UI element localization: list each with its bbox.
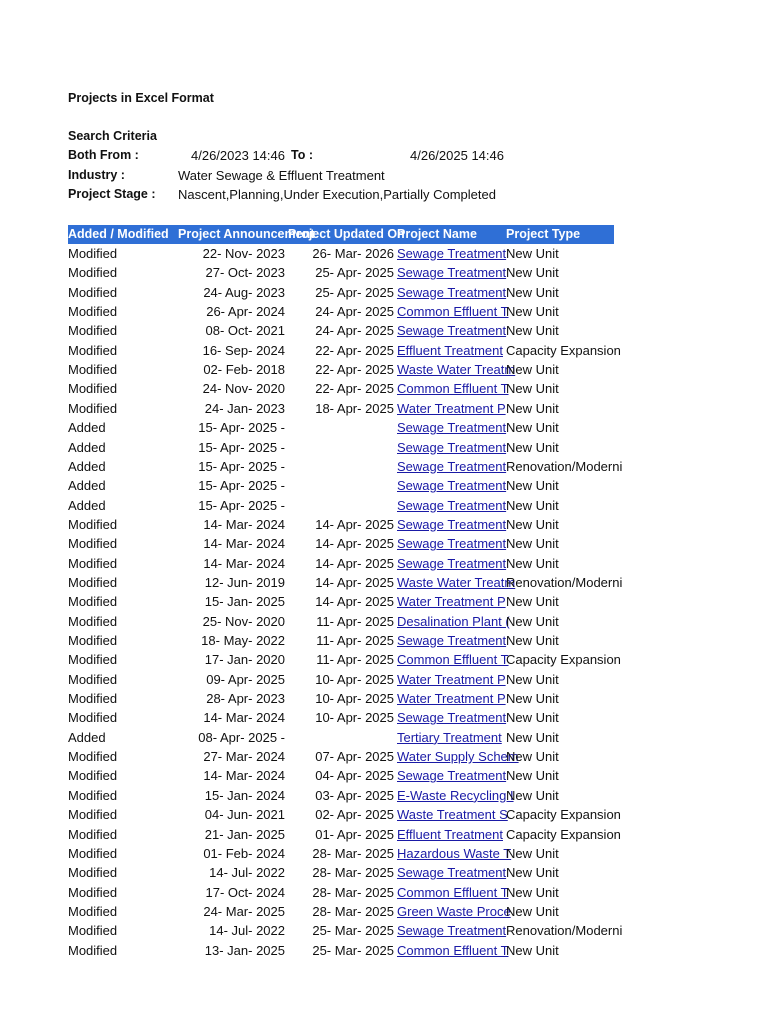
status-cell: Modified [68,400,118,416]
status-cell: Added [68,729,106,745]
table-row [68,263,614,282]
announcement-date-cell: 15- Jan- 2025 [204,594,285,610]
table-row [68,631,614,650]
both-from-label: Both From : [68,148,139,162]
project-type-cell: New Unit [506,613,559,629]
project-type-cell: New Unit [506,865,559,881]
project-type-cell: New Unit [506,439,559,455]
table-row [68,825,621,844]
announcement-date-cell: 01- Feb- 2024 [203,845,285,861]
project-type-cell: New Unit [506,381,559,397]
updated-date-cell: 25- Apr- 2025 [315,284,394,300]
status-cell: Modified [68,574,118,590]
project-name-link[interactable]: Water Supply Schem [397,749,519,765]
table-row [68,844,614,863]
project-name-link[interactable]: Waste Water Treatm [397,574,516,590]
project-type-cell: Renovation/Moderni [506,923,623,939]
table-row [68,283,614,302]
project-type-cell: New Unit [506,942,559,958]
updated-date-cell: 07- Apr- 2025 [315,749,394,765]
project-name-link[interactable]: Sewage Treatment [397,555,507,571]
updated-date-cell: 11- Apr- 2025 [316,613,394,629]
search-criteria-heading: Search Criteria [68,129,157,143]
table-row [68,573,623,592]
announcement-date-cell: 15- Apr- 2025 - [198,420,285,436]
table-row [68,786,614,805]
announcement-date-cell: 24- Nov- 2020 [202,381,285,397]
updated-date-cell [288,418,397,437]
project-name-link[interactable]: Sewage Treatment [397,768,507,784]
project-name-link[interactable]: Effluent Treatment [397,826,503,842]
project-type-cell: New Unit [506,265,559,281]
status-cell: Modified [68,787,118,803]
announcement-date-cell: 04- Jun- 2021 [204,807,285,823]
page-title: Projects in Excel Format [68,91,214,105]
announcement-date-cell: 22- Nov- 2023 [202,246,285,261]
project-name-link[interactable]: Water Treatment P [397,671,506,687]
table-row [68,379,614,398]
updated-date-cell: 01- Apr- 2025 [315,826,394,842]
announcement-date-cell: 15- Apr- 2025 - [198,497,285,513]
project-name-link[interactable]: Waste Treatment S [397,807,508,823]
updated-date-cell: 24- Apr- 2025 [315,323,394,339]
status-cell: Modified [68,246,118,261]
project-name-link[interactable]: Common Effluent T [397,304,509,320]
table-row [68,302,614,321]
announcement-date-cell: 17- Jan- 2020 [204,652,285,668]
table-row [68,805,621,824]
status-cell: Modified [68,691,118,707]
project-name-link[interactable]: Green Waste Proce [397,903,511,919]
project-name-link[interactable]: Water Treatment P [397,594,506,610]
table-row [68,476,614,495]
announcement-date-cell: 14- Mar- 2024 [203,768,285,784]
table-row [68,321,614,340]
announcement-date-cell: 26- Apr- 2024 [206,304,285,320]
project-type-cell: New Unit [506,362,559,378]
to-value: 4/26/2025 14:46 [410,148,504,163]
announcement-date-cell: 27- Mar- 2024 [203,749,285,765]
project-type-cell: Capacity Expansion [506,807,621,823]
table-row [68,592,614,611]
announcement-date-cell: 15- Apr- 2025 - [198,439,285,455]
project-name-link[interactable]: Sewage Treatment [397,246,507,261]
updated-date-cell: 26- Mar- 2026 [312,246,394,261]
table-row [68,496,614,515]
updated-date-cell: 14- Apr- 2025 [315,555,394,571]
updated-date-cell: 18- Apr- 2025 [315,400,394,416]
project-type-cell: Capacity Expansion [506,342,621,358]
announcement-date-cell: 28- Apr- 2023 [206,691,285,707]
table-row [68,883,614,902]
project-name-link[interactable]: Water Treatment P [397,691,506,707]
project-type-cell: New Unit [506,497,559,513]
status-cell: Modified [68,536,118,552]
status-cell: Modified [68,845,118,861]
project-name-link[interactable]: Sewage Treatment [397,710,507,726]
status-cell: Modified [68,903,118,919]
project-type-cell: Capacity Expansion [506,652,621,668]
project-type-cell: New Unit [506,304,559,320]
announcement-date-cell: 08- Apr- 2025 - [198,729,285,745]
updated-date-cell: 28- Mar- 2025 [312,884,394,900]
announcement-date-cell: 14- Mar- 2024 [203,710,285,726]
announcement-date-cell: 21- Jan- 2025 [204,826,285,842]
project-type-cell: New Unit [506,691,559,707]
updated-date-cell: 25- Mar- 2025 [312,942,394,958]
table-row [68,747,614,766]
updated-date-cell: 11- Apr- 2025 [316,633,394,648]
status-cell: Modified [68,594,118,610]
project-name-link[interactable]: Desalination Plant ( [397,613,510,629]
status-cell: Modified [68,323,118,339]
table-header [68,225,614,244]
table-row [68,708,614,727]
header-project-type[interactable]: Project Type [506,227,581,241]
project-name-link[interactable]: Common Effluent T [397,884,509,900]
table-row [68,670,614,689]
project-type-cell: New Unit [506,400,559,416]
table-row [68,418,614,437]
project-type-cell: New Unit [506,671,559,687]
updated-date-cell [288,496,397,515]
table-row [68,534,614,553]
status-cell: Modified [68,284,118,300]
announcement-date-cell: 14- Jul- 2022 [209,865,285,881]
project-type-cell: New Unit [506,710,559,726]
status-cell: Modified [68,768,118,784]
updated-date-cell: 14- Apr- 2025 [315,594,394,610]
project-name-link[interactable]: Sewage Treatment [397,478,507,494]
status-cell: Modified [68,342,118,358]
header-project-name[interactable]: Project Name [397,227,477,241]
table-row [68,689,614,708]
announcement-date-cell: 15- Apr- 2025 - [198,478,285,494]
table-row [68,554,614,573]
project-name-link[interactable]: Sewage Treatment [397,865,507,881]
announcement-date-cell: 24- Jan- 2023 [204,400,285,416]
updated-date-cell: 10- Apr- 2025 [315,710,394,726]
status-cell: Modified [68,362,118,378]
project-name-link[interactable]: Sewage Treatment [397,633,507,648]
project-type-cell: New Unit [506,594,559,610]
project-type-cell: New Unit [506,555,559,571]
project-name-link[interactable]: Common Effluent T [397,942,509,958]
updated-date-cell [288,438,397,457]
updated-date-cell [288,457,397,476]
table-row [68,902,614,921]
project-type-cell: New Unit [506,323,559,339]
status-cell: Modified [68,826,118,842]
status-cell: Modified [68,555,118,571]
announcement-date-cell: 27- Oct- 2023 [205,265,285,281]
table-row [68,360,614,379]
project-name-link[interactable]: Sewage Treatment [397,923,507,939]
project-type-cell: New Unit [506,420,559,436]
announcement-date-cell: 15- Jan- 2024 [204,787,285,803]
status-cell: Added [68,458,106,474]
announcement-date-cell: 25- Nov- 2020 [202,613,285,629]
project-type-cell: New Unit [506,729,559,745]
updated-date-cell: 24- Apr- 2025 [315,304,394,320]
project-name-link[interactable]: Sewage Treatment [397,516,507,532]
status-cell: Added [68,497,106,513]
status-cell: Modified [68,671,118,687]
status-cell: Modified [68,710,118,726]
announcement-date-cell: 09- Apr- 2025 [206,671,285,687]
status-cell: Modified [68,749,118,765]
project-stage-value: Nascent,Planning,Under Execution,Partially Completed [178,187,496,202]
project-type-cell: New Unit [506,749,559,765]
project-type-cell: New Unit [506,516,559,532]
updated-date-cell: 22- Apr- 2025 [315,381,394,397]
table-row [68,438,614,457]
project-type-cell: New Unit [506,478,559,494]
project-name-link[interactable]: E-Waste Recycling I [397,787,514,803]
announcement-date-cell: 18- May- 2022 [201,633,285,648]
industry-label: Industry : [68,168,125,182]
announcement-date-cell: 14- Mar- 2024 [203,555,285,571]
project-type-cell: New Unit [506,903,559,919]
updated-date-cell: 14- Apr- 2025 [315,516,394,532]
project-type-cell: New Unit [506,246,559,261]
announcement-date-cell: 15- Apr- 2025 - [198,458,285,474]
updated-date-cell: 10- Apr- 2025 [315,671,394,687]
announcement-date-cell: 12- Jun- 2019 [204,574,285,590]
status-cell: Modified [68,923,118,939]
project-type-cell: Capacity Expansion [506,826,621,842]
table-row [68,728,614,747]
status-cell: Modified [68,613,118,629]
project-name-link[interactable]: Common Effluent T [397,381,509,397]
project-name-link[interactable]: Sewage Treatment [397,420,507,436]
announcement-date-cell: 24- Mar- 2025 [203,903,285,919]
table-row [68,863,614,882]
project-name-link[interactable]: Sewage Treatment [397,458,507,474]
updated-date-cell: 25- Mar- 2025 [312,923,394,939]
status-cell: Modified [68,516,118,532]
updated-date-cell: 28- Mar- 2025 [312,865,394,881]
status-cell: Modified [68,265,118,281]
project-type-cell: Renovation/Moderni [506,574,623,590]
updated-date-cell: 04- Apr- 2025 [315,768,394,784]
table-row [68,515,614,534]
industry-value: Water Sewage & Effluent Treatment [178,168,385,183]
project-name-link[interactable]: Sewage Treatment [397,265,507,281]
updated-date-cell: 03- Apr- 2025 [315,787,394,803]
table-row [68,244,614,263]
updated-date-cell: 14- Apr- 2025 [315,536,394,552]
project-name-link[interactable]: Waste Water Treatm [397,362,516,378]
status-cell: Added [68,420,106,436]
project-name-link[interactable]: Sewage Treatment [397,439,507,455]
project-type-cell: New Unit [506,787,559,803]
announcement-date-cell: 14- Mar- 2024 [203,516,285,532]
updated-date-cell [288,728,397,747]
project-name-link[interactable]: Sewage Treatment [397,284,507,300]
to-label: To : [291,148,313,162]
project-type-cell: New Unit [506,633,559,648]
announcement-date-cell: 13- Jan- 2025 [204,942,285,958]
status-cell: Modified [68,884,118,900]
both-from-value: 4/26/2023 14:46 [191,148,285,163]
project-type-cell: Renovation/Moderni [506,458,623,474]
table-row [68,341,621,360]
header-added-modified[interactable]: Added / Modified [68,227,169,241]
updated-date-cell: 10- Apr- 2025 [315,691,394,707]
project-type-cell: New Unit [506,845,559,861]
status-cell: Added [68,478,106,494]
header-project-updated-on[interactable]: Project Updated On [288,227,405,241]
announcement-date-cell: 16- Sep- 2024 [202,342,285,358]
status-cell: Modified [68,304,118,320]
status-cell: Modified [68,807,118,823]
updated-date-cell: 11- Apr- 2025 [316,652,394,668]
project-name-link[interactable]: Sewage Treatment [397,323,507,339]
status-cell: Modified [68,942,118,958]
project-name-link[interactable]: Sewage Treatment [397,497,507,513]
project-stage-label: Project Stage : [68,187,156,201]
announcement-date-cell: 08- Oct- 2021 [205,323,285,339]
announcement-date-cell: 17- Oct- 2024 [205,884,285,900]
project-type-cell: New Unit [506,284,559,300]
project-name-link[interactable]: Common Effluent T [397,652,509,668]
announcement-date-cell: 14- Mar- 2024 [203,536,285,552]
status-cell: Modified [68,633,118,648]
project-name-link[interactable]: Water Treatment P [397,400,506,416]
table-row [68,457,623,476]
announcement-date-cell: 14- Jul- 2022 [209,923,285,939]
updated-date-cell: 25- Apr- 2025 [315,265,394,281]
project-name-link[interactable]: Tertiary Treatment [397,729,502,745]
updated-date-cell: 22- Apr- 2025 [315,342,394,358]
table-row [68,941,614,960]
status-cell: Modified [68,381,118,397]
table-row [68,399,614,418]
updated-date-cell: 28- Mar- 2025 [312,845,394,861]
project-name-link[interactable]: Sewage Treatment [397,536,507,552]
project-type-cell: New Unit [506,768,559,784]
updated-date-cell: 28- Mar- 2025 [312,903,394,919]
project-name-link[interactable]: Hazardous Waste T [397,845,512,861]
updated-date-cell: 14- Apr- 2025 [315,574,394,590]
header-project-announcement[interactable]: Project Announcement [178,227,315,241]
table-row [68,921,623,940]
announcement-date-cell: 02- Feb- 2018 [203,362,285,378]
table-row [68,650,621,669]
table-row [68,766,614,785]
table-row [68,612,614,631]
updated-date-cell [288,476,397,495]
status-cell: Modified [68,865,118,881]
status-cell: Added [68,439,106,455]
updated-date-cell: 02- Apr- 2025 [315,807,394,823]
announcement-date-cell: 24- Aug- 2023 [203,284,285,300]
updated-date-cell: 22- Apr- 2025 [315,362,394,378]
status-cell: Modified [68,652,118,668]
project-type-cell: New Unit [506,536,559,552]
project-type-cell: New Unit [506,884,559,900]
project-name-link[interactable]: Effluent Treatment [397,342,503,358]
